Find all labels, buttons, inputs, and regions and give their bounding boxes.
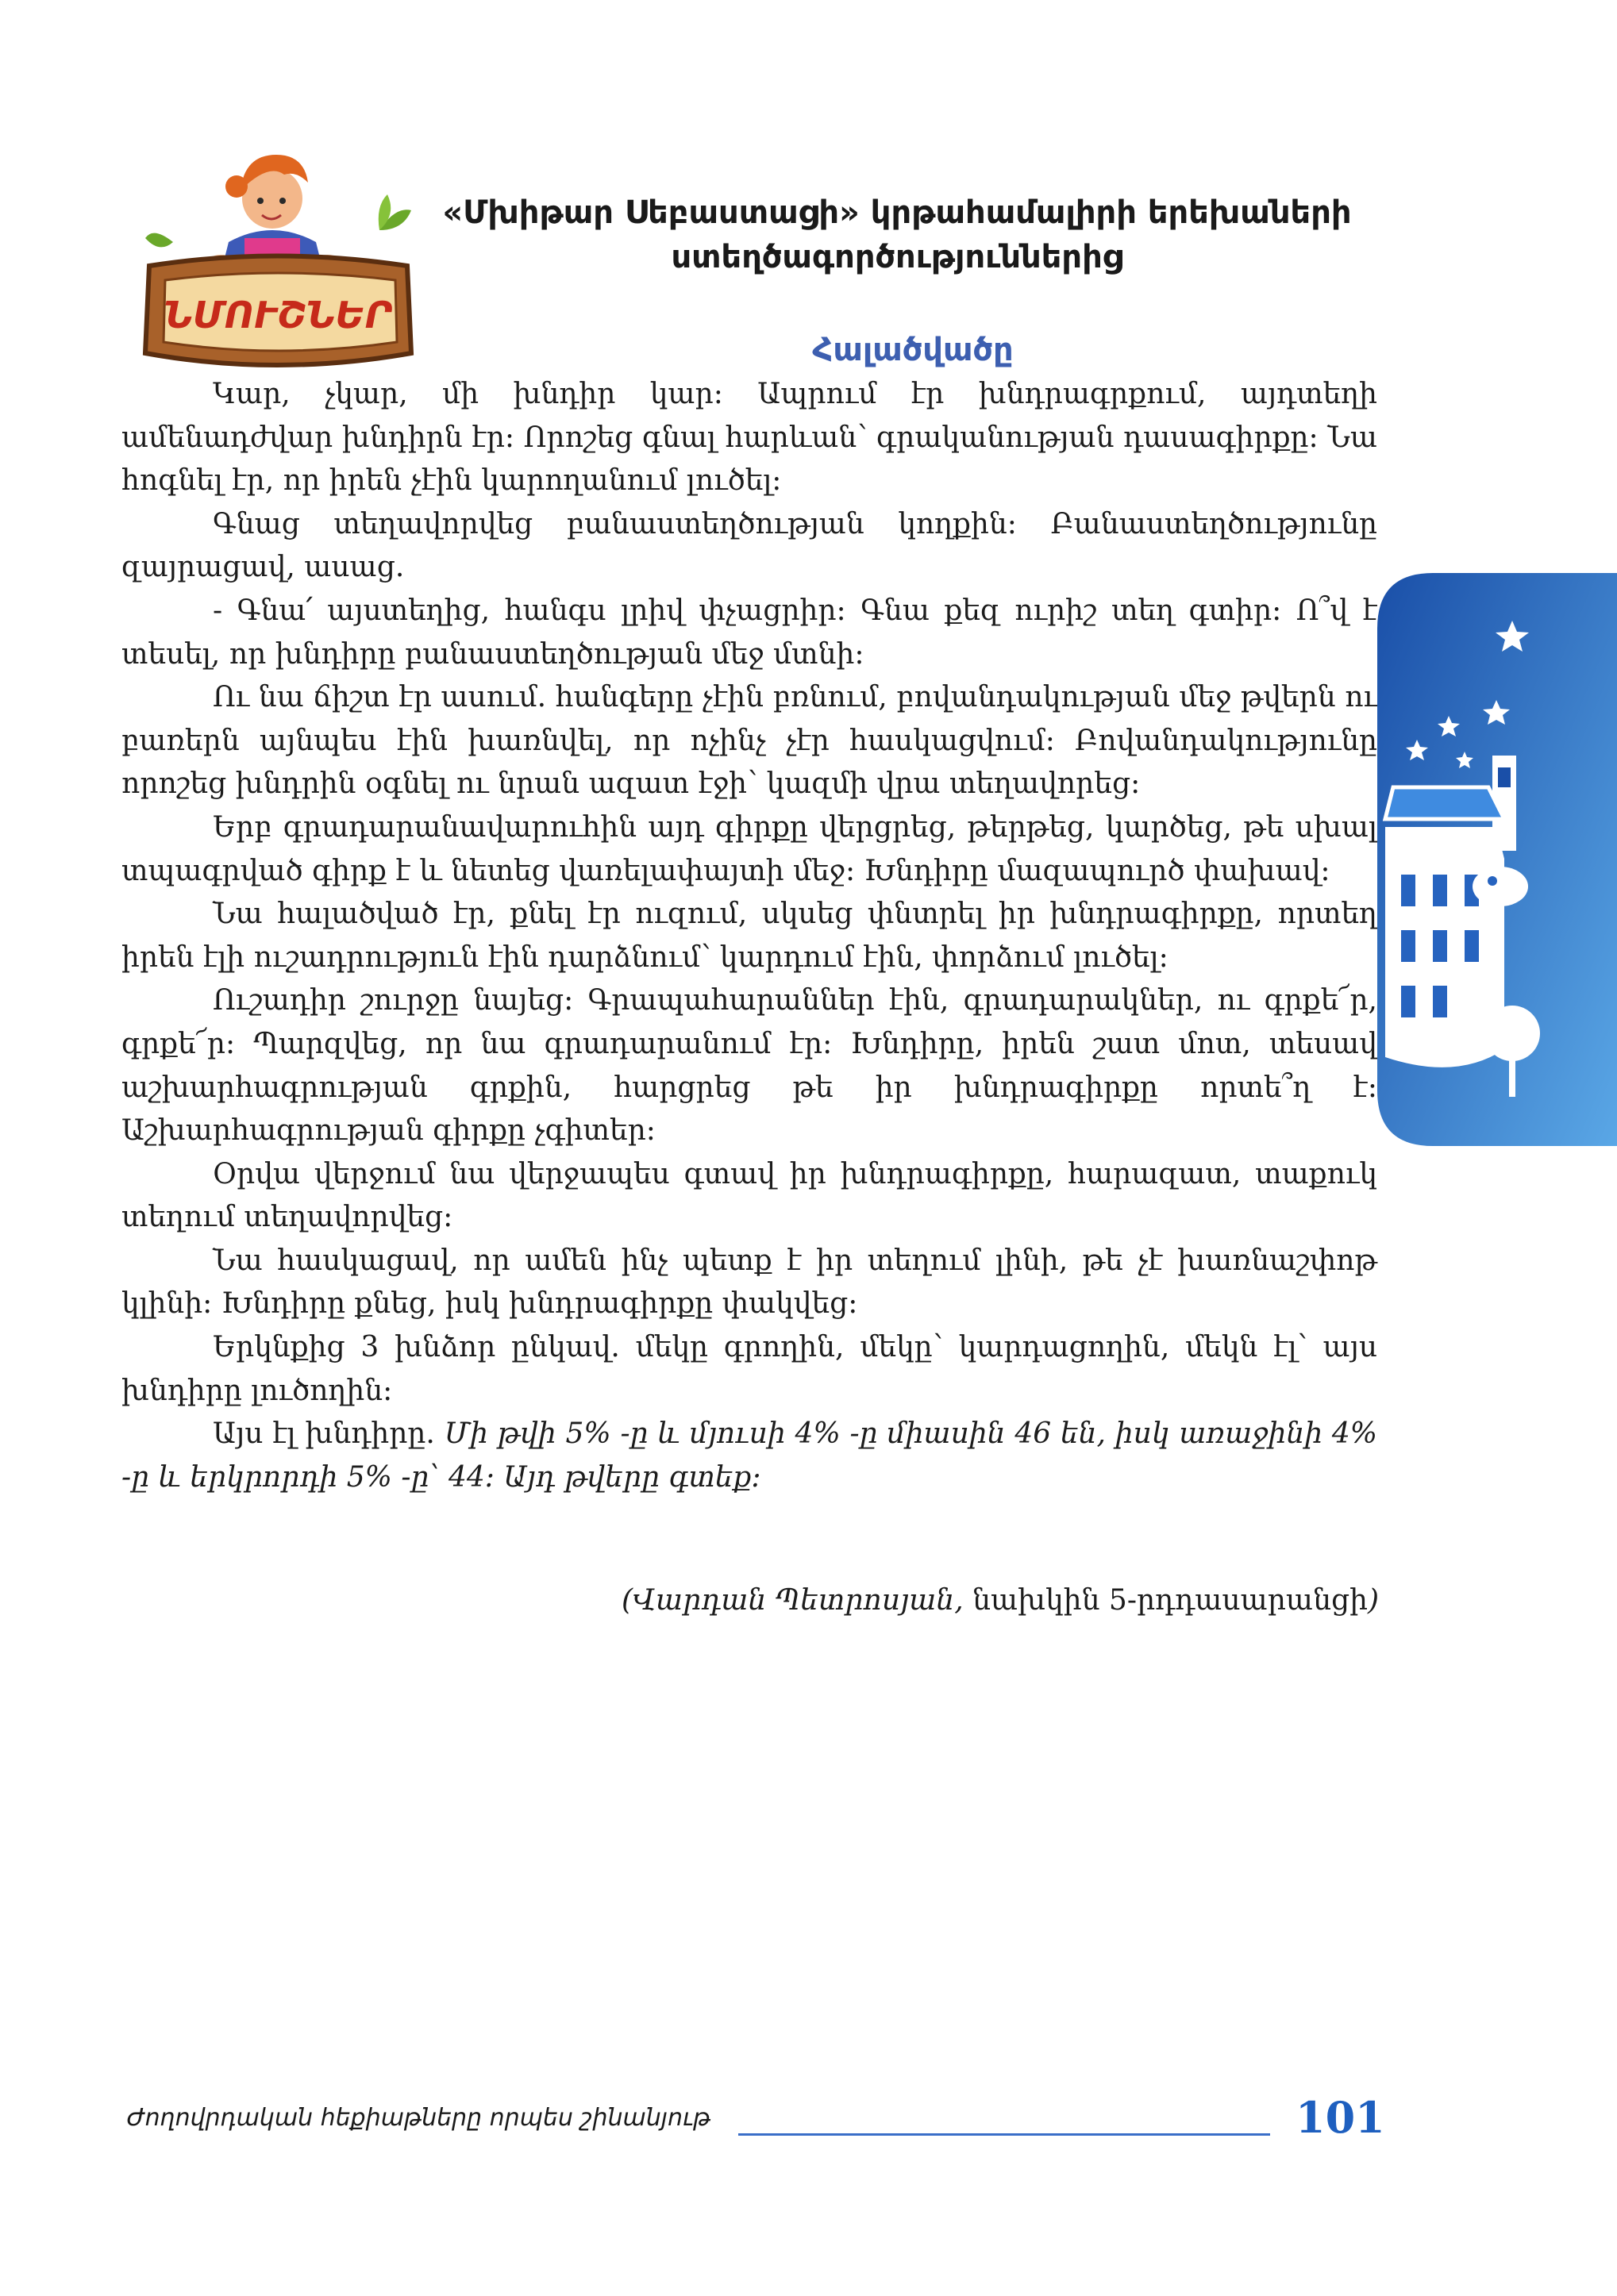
examples-badge	[141, 155, 415, 377]
story-paragraph: Երկնքից 3 խնձոր ընկավ. մեկը գրողին, մեկը՝ կարդացողին, մեկն էլ՝ այս խնդիրը լուծողին:	[121, 1331, 1377, 1407]
story-paragraph: Ուշադիր շուրջը նայեց: Գրապահարաններ էին, գրադարակներ, ու գրքե՜ր, գրքե՜ր: Պարզվեց, որ նա գրադարանում էր: Խնդիրը, իրեն շատ մոտ, տեսավ աշխարհագրության գրքին, հարցրեց թե իր խնդրագիրքը որտե՞ղ է: Աշխարհագրության գիրքը չգիտեր:	[121, 984, 1377, 1148]
math-problem	[121, 1413, 1377, 1499]
page-number: 101	[1296, 2092, 1385, 2143]
problem-text: Մի թվի 5% -ը և մյուսի 4% -ը միասին 46 են, իսկ առաջինի 4% -ը և երկրորդի 5% -ը՝ 44: Այդ թվերը գտեք:	[121, 1417, 1378, 1494]
anthology-heading	[421, 190, 1373, 279]
story-body	[121, 373, 1377, 1499]
story-paragraph: Գնաց տեղավորվեց բանաստեղծության կողքին: Բանաստեղծությունը զայրացավ, ասաց.	[121, 507, 1377, 584]
footer-rule	[738, 2133, 1270, 2136]
story-paragraph: Ու նա ճիշտ էր ասում. հանգերը չէին բռնում, բովանդակության մեջ թվերն ու բառերն այնպես էին խառնվել, որ ոչինչ չէր հասկացվում: Բովանդակությունը որոշեց խնդրին օգնել ու նրան ազատ էջի՝ կազմի վրա տեղավորեց:	[121, 681, 1377, 801]
story-paragraph: Կար, չկար, մի խնդիր կար: Ապրում էր խնդրագրքում, այդտեղի ամենադժվար խնդիրն էր: Որոշեց գնալ հարևան՝ գրականության դասագիրքը: Նա հոգնել էր, որ իրեն չէին կարողանում լուծել:	[121, 378, 1377, 498]
author-class: նախկին 5-րդդասարանցի	[963, 1584, 1368, 1617]
story-paragraph: Երբ գրադարանավարուհին այդ գիրքը վերցրեց, թերթեց, կարծեց, թե սխալ տպագրված գիրք է և նետեց վառելափայտի մեջ: Խնդիրը մազապուրծ փախավ:	[121, 810, 1377, 887]
story-paragraph: Նա հասկացավ, որ ամեն ինչ պետք է իր տեղում լինի, թե չէ խառնաշփոթ կլինի: Խնդիրը քնեց, իսկ խնդրագիրքը փակվեց:	[121, 1244, 1377, 1321]
author-signature: (Վարդան Պետրոսյան, նախկին 5-րդդասարանցի)	[621, 1584, 1379, 1617]
footer-caption: Ժողովրդական հեքիաթները որպես շինանյութ	[127, 2104, 711, 2132]
story-paragraph: - Գնա՛ այստեղից, հանգս լրիվ փչացրիր: Գնա քեզ ուրիշ տեղ գտիր: Ո՞վ է տեսել, որ խնդիրը բանաստեղծության մեջ մտնի:	[121, 594, 1377, 671]
heading-line-2: ստեղծագործություններից	[671, 239, 1123, 275]
badge-label: ՆՄՈՒՇՆԵՐ	[164, 294, 392, 337]
author-name: Վարդան Պետրոսյան,	[633, 1584, 964, 1617]
story-paragraph: Օրվա վերջում նա վերջապես գտավ իր խնդրագիրքը, հարազատ, տաքուկ տեղում տեղավորվեց:	[121, 1157, 1377, 1234]
problem-intro: Այս էլ խնդիրը.	[213, 1417, 435, 1451]
story-paragraph: Նա հալածված էր, քնել էր ուզում, սկսեց փնտրել իր խնդրագիրքը, որտեղ իրեն էլի ուշադրություն էին դարձնում՝ կարդում էին, փորձում լուծել:	[121, 898, 1377, 974]
night-scene-tab	[1377, 573, 1617, 1146]
story-title: Հալածվածը	[812, 332, 1014, 368]
heading-line-1: «Մխիթար Սեբաստացի» կրթահամալիրի երեխաների	[442, 194, 1352, 231]
